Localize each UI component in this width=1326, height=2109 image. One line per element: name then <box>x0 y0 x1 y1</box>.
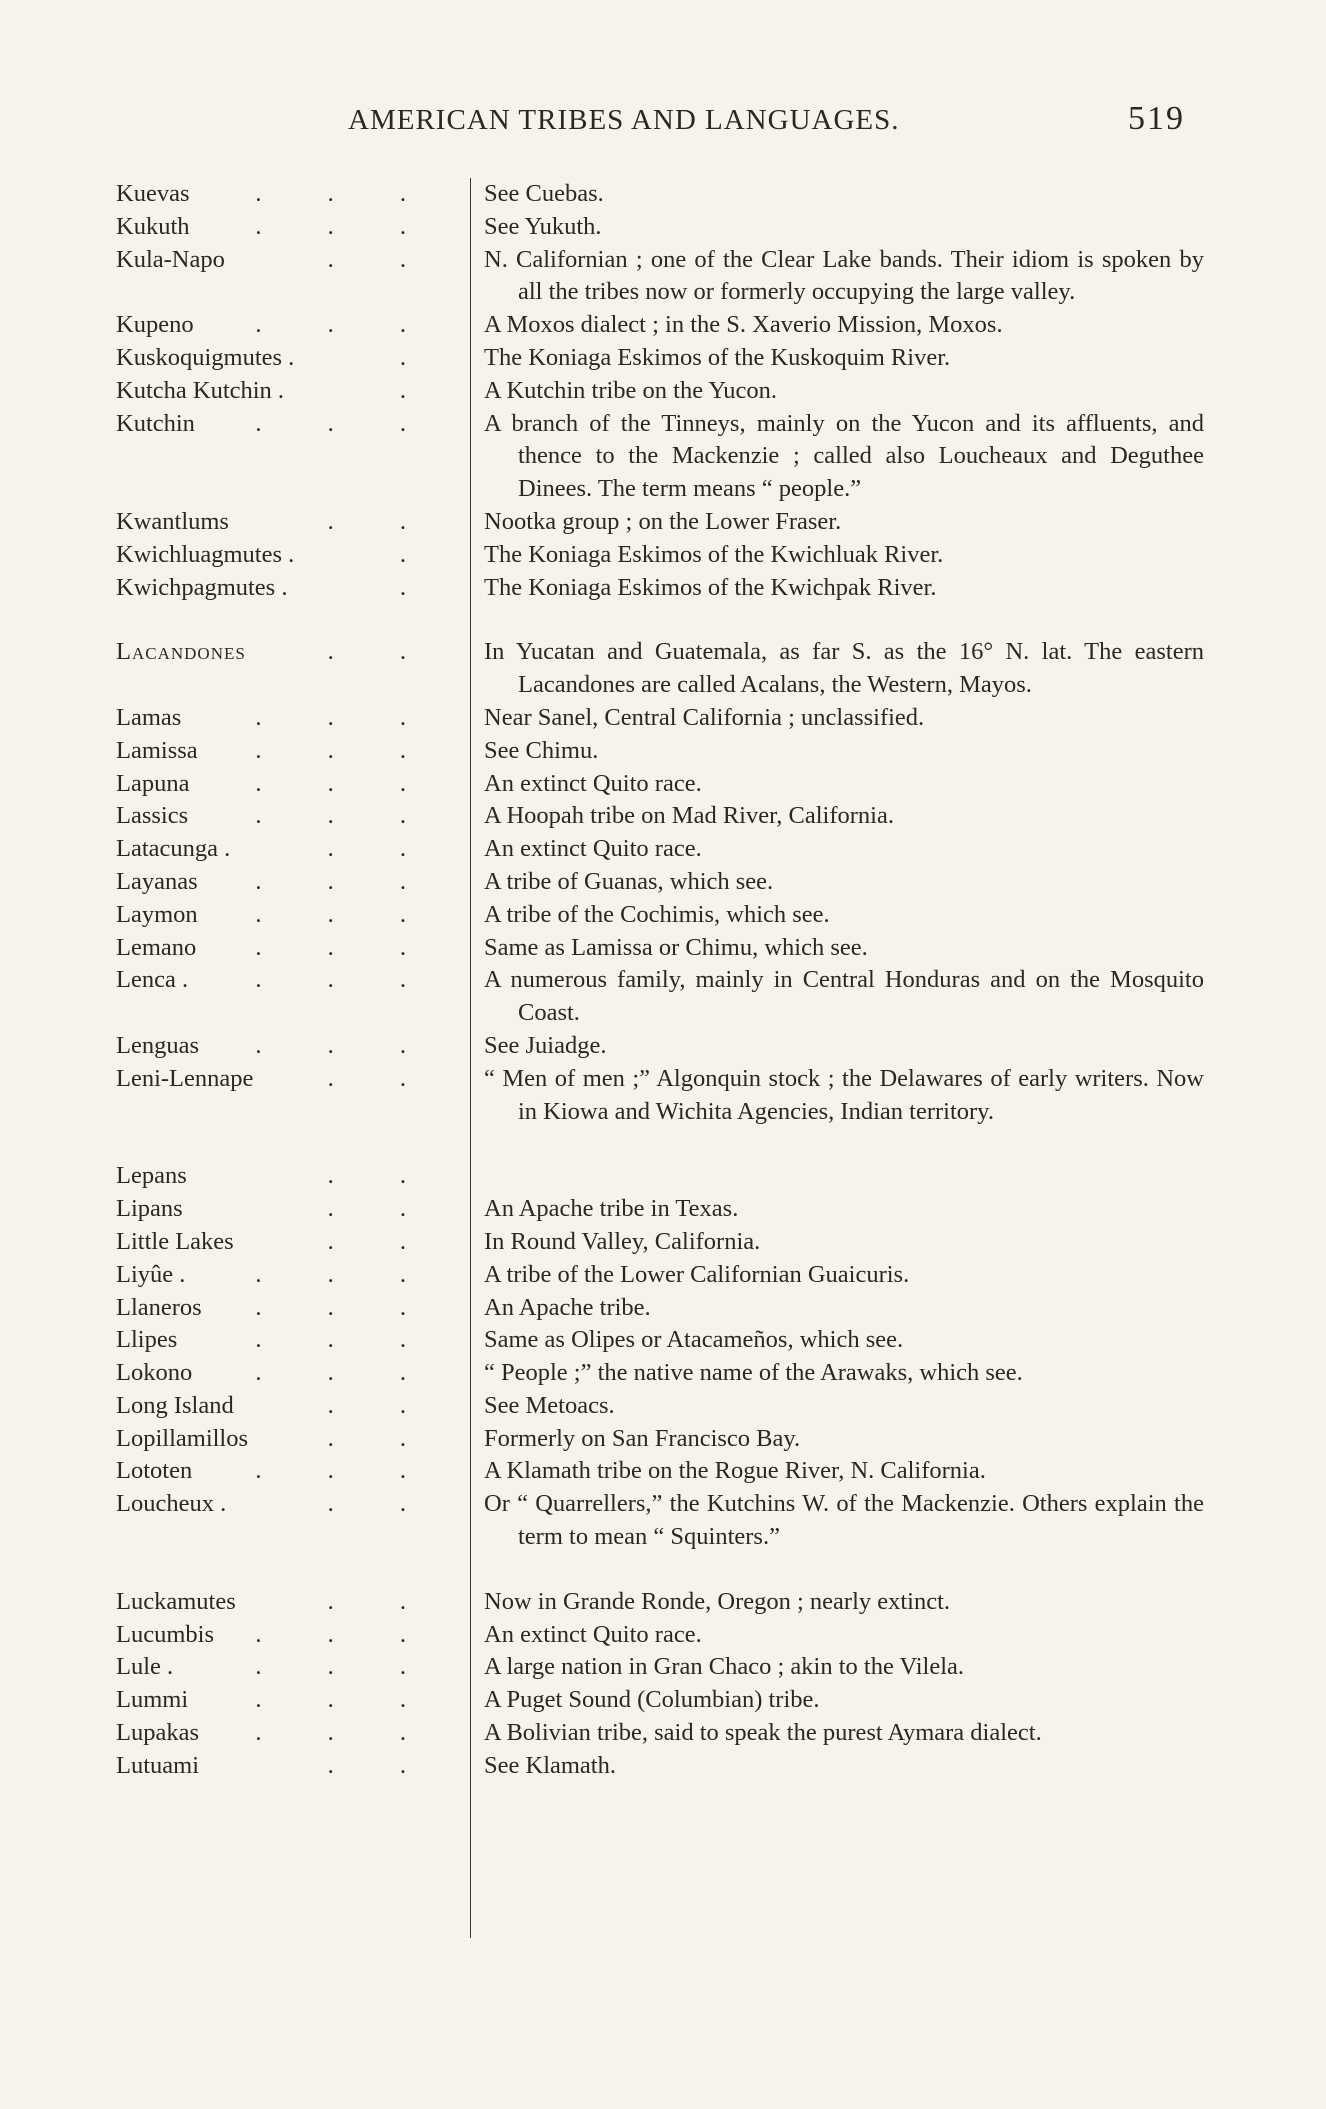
entry-lamissa <box>116 735 1216 768</box>
entry-description: In Yucatan and Guatemala, as far S. as the 16° N. lat. The eastern Lacandones are called Acalans, the Western, Mayos. <box>484 638 1204 699</box>
entry-description: N. Californian ; one of the Clear Lake bands. Their idiom is spoken by all the tribes now or formerly occupying the large valley. <box>484 245 1204 306</box>
leader-dots: . . . <box>255 1359 436 1387</box>
entry-description: Same as Olipes or Atacameños, which see. <box>484 1326 904 1354</box>
leader-dots: . . . <box>255 409 436 437</box>
entry-lamas <box>116 702 1216 735</box>
entry-kutchin <box>116 408 1216 506</box>
entry-name: Kwantlums <box>116 507 229 535</box>
leader-dots: . . <box>327 638 436 666</box>
entry-name: Luckamutes <box>116 1587 236 1615</box>
leader-dots: . . . <box>255 1293 436 1321</box>
entry-name: Lapuna <box>116 769 190 797</box>
leader-dots: . . . <box>255 736 436 764</box>
entry-name: Llaneros <box>116 1293 202 1321</box>
leader-dots: . <box>399 343 436 371</box>
entry-name: Lupakas <box>116 1719 199 1747</box>
leader-dots: . . . <box>255 802 436 830</box>
entry-name: Latacunga . <box>116 835 231 863</box>
leader-dots: . . . <box>255 1457 436 1485</box>
entry-lule <box>116 1651 1216 1684</box>
entry-lacandones <box>116 636 1216 702</box>
entry-kwichpagmutes <box>116 572 1216 605</box>
entry-description: An extinct Quito race. <box>484 835 702 863</box>
entry-name: Lototen <box>116 1457 193 1485</box>
leader-dots: . . <box>327 1490 436 1518</box>
leader-dots: . . . <box>255 311 436 339</box>
entry-name: Kutcha Kutchin . <box>116 376 285 404</box>
entry-kwichluagmutes <box>116 539 1216 572</box>
entry-kwantlums <box>116 506 1216 539</box>
entry-long-island <box>116 1390 1216 1423</box>
entry-kula-napo <box>116 244 1216 310</box>
entry-name: Little Lakes <box>116 1227 234 1255</box>
entry-name: Lamas <box>116 703 182 731</box>
leader-dots: . . . <box>255 1326 436 1354</box>
entry-description: Same as Lamissa or Chimu, which see. <box>484 933 868 961</box>
entry-lototen <box>116 1455 1216 1488</box>
entry-layanas <box>116 866 1216 899</box>
entry-lokono <box>116 1357 1216 1390</box>
entry-lenguas <box>116 1030 1216 1063</box>
entry-description: A tribe of the Lower Californian Guaicuris. <box>484 1260 910 1288</box>
leader-dots: . <box>399 540 436 568</box>
leader-dots: . . . <box>255 900 436 928</box>
entry-description: A tribe of the Cochimis, which see. <box>484 900 830 928</box>
leader-dots: . . . <box>255 769 436 797</box>
entry-description: A branch of the Tinneys, mainly on the Yucon and its affluents, and thence to the Mackenzie ; called also Loucheaux and Deguthee Dinees. The term means “ people.” <box>484 409 1204 503</box>
entry-description: The Koniaga Eskimos of the Kwichpak River. <box>484 573 937 601</box>
entry-description: See Yukuth. <box>484 212 602 240</box>
entry-description: Now in Grande Ronde, Oregon ; nearly extinct. <box>484 1587 951 1615</box>
entry-description: An extinct Quito race. <box>484 1620 702 1648</box>
leader-dots: . . . <box>255 212 436 240</box>
entry-name: Lemano <box>116 933 197 961</box>
entry-llaneros <box>116 1292 1216 1325</box>
leader-dots: . <box>399 376 436 404</box>
entry-name: Kupeno <box>116 311 194 339</box>
leader-dots: . . . <box>255 933 436 961</box>
entry-name: Lokono <box>116 1359 193 1387</box>
entry-name: Kuskoquigmutes . <box>116 343 295 371</box>
entry-kuskoquigmutes <box>116 342 1216 375</box>
entry-leni-lennape <box>116 1063 1216 1129</box>
entry-description: An Apache tribe. <box>484 1293 651 1321</box>
entry-luckamutes <box>116 1586 1216 1619</box>
entry-lenca <box>116 964 1216 1030</box>
entry-liyue <box>116 1259 1216 1292</box>
page-number: 519 <box>1128 100 1185 137</box>
leader-dots: . . <box>327 1162 436 1190</box>
entry-laymon <box>116 899 1216 932</box>
leader-dots: . . . <box>255 1620 436 1648</box>
entry-lucumbis <box>116 1619 1216 1652</box>
entry-name: Lamissa <box>116 736 198 764</box>
entry-description: Formerly on San Francisco Bay. <box>484 1424 801 1452</box>
entry-lipans <box>116 1193 1216 1226</box>
leader-dots: . . <box>327 1391 436 1419</box>
entry-name: Kutchin <box>116 409 195 437</box>
leader-dots: . . <box>327 1227 436 1255</box>
leader-dots: . . <box>327 1751 436 1779</box>
entry-name: Lenca . <box>116 966 189 994</box>
entry-kukuth <box>116 211 1216 244</box>
entry-name: Lutuami <box>116 1751 200 1779</box>
entry-name: Laymon <box>116 900 198 928</box>
entry-latacunga <box>116 833 1216 866</box>
entry-description: A Bolivian tribe, said to speak the purest Aymara dialect. <box>484 1719 1042 1747</box>
entry-name: Lule . <box>116 1653 174 1681</box>
entry-description: Near Sanel, Central California ; unclassified. <box>484 703 925 731</box>
leader-dots: . . <box>327 1587 436 1615</box>
entry-description: An extinct Quito race. <box>484 769 702 797</box>
entry-list <box>116 178 1216 1783</box>
entry-description: A Puget Sound (Columbian) tribe. <box>484 1686 820 1714</box>
entry-lutuami <box>116 1750 1216 1783</box>
leader-dots: . <box>399 573 436 601</box>
entry-name: Loucheux . <box>116 1490 227 1518</box>
entry-kutcha-kutchin <box>116 375 1216 408</box>
entry-description: A Klamath tribe on the Rogue River, N. California. <box>484 1457 986 1485</box>
leader-dots: . . <box>327 245 436 273</box>
entry-lummi <box>116 1684 1216 1717</box>
entry-description: A tribe of Guanas, which see. <box>484 867 774 895</box>
entry-lopillamillos <box>116 1423 1216 1456</box>
entry-little-lakes <box>116 1226 1216 1259</box>
entry-description: See Cuebas. <box>484 180 604 207</box>
entry-description: “ People ;” the native name of the Arawaks, which see. <box>484 1359 1023 1387</box>
entry-lassics <box>116 800 1216 833</box>
entry-name: Kula-Napo <box>116 245 225 273</box>
entry-description: “ Men of men ;” Algonquin stock ; the Delawares of early writers. Now in Kiowa and Wichita Agencies, Indian territory. <box>484 1064 1204 1125</box>
leader-dots: . . . <box>255 1686 436 1714</box>
entry-name: Layanas <box>116 867 198 895</box>
entry-description: A large nation in Gran Chaco ; akin to the Vilela. <box>484 1653 965 1681</box>
entry-name: Lipans <box>116 1195 183 1223</box>
entry-description: Or “ Quarrellers,” the Kutchins W. of the Mackenzie. Others explain the term to mean “ Squinters.” <box>484 1490 1204 1551</box>
entry-lupakas <box>116 1717 1216 1750</box>
entry-name: Kwichluagmutes . <box>116 540 295 568</box>
entry-description: See Klamath. <box>484 1751 616 1779</box>
leader-dots: . . <box>327 1195 436 1223</box>
entry-loucheux <box>116 1488 1216 1554</box>
entry-llipes <box>116 1324 1216 1357</box>
leader-dots: . . . <box>255 1031 436 1059</box>
leader-dots: . . . <box>255 1653 436 1681</box>
running-title: AMERICAN TRIBES AND LANGUAGES. <box>348 104 900 136</box>
entry-description: See Metoacs. <box>484 1391 615 1419</box>
entry-name: Kukuth <box>116 212 190 240</box>
entry-description: See Chimu. <box>484 736 599 764</box>
leader-dots: . . <box>327 507 436 535</box>
entry-name: Lenguas <box>116 1031 199 1059</box>
entry-name: Lepans <box>116 1162 187 1190</box>
entry-name: Lummi <box>116 1686 189 1714</box>
entry-description: An Apache tribe in Texas. <box>484 1195 739 1223</box>
entry-lemano <box>116 932 1216 965</box>
leader-dots: . . <box>327 835 436 863</box>
entry-description: A Hoopah tribe on Mad River, California. <box>484 802 894 830</box>
entry-description: A Moxos dialect ; in the S. Xaverio Mission, Moxos. <box>484 311 1003 339</box>
leader-dots: . . . <box>255 1719 436 1747</box>
entry-kupeno <box>116 309 1216 342</box>
leader-dots: . . . <box>255 703 436 731</box>
entry-description: See Juiadge. <box>484 1031 607 1059</box>
entry-kuevas <box>116 178 1216 211</box>
entry-name: Kwichpagmutes . <box>116 573 288 601</box>
entry-description: Nootka group ; on the Lower Fraser. <box>484 507 842 535</box>
leader-dots: . . <box>327 1424 436 1452</box>
entry-description: In Round Valley, California. <box>484 1227 761 1255</box>
leader-dots: . . <box>327 1064 436 1092</box>
entry-lapuna <box>116 768 1216 801</box>
leader-dots: . . . <box>255 180 436 207</box>
leader-dots: . . . <box>255 867 436 895</box>
entry-name: Leni-Lennape <box>116 1064 254 1092</box>
entry-lepans <box>116 1160 1216 1193</box>
entry-name: Llipes <box>116 1326 178 1354</box>
entry-name: Long Island <box>116 1391 234 1419</box>
entry-description: The Koniaga Eskimos of the Kuskoquim River. <box>484 343 951 371</box>
entry-description: A numerous family, mainly in Central Honduras and on the Mosquito Coast. <box>484 966 1204 1027</box>
entry-name: Lacandones <box>116 638 246 666</box>
entry-name: Lucumbis <box>116 1620 214 1648</box>
running-head <box>0 100 1326 150</box>
entry-name: Lopillamillos <box>116 1424 249 1452</box>
entry-name: Kuevas <box>116 180 190 207</box>
entry-name: Lassics <box>116 802 189 830</box>
entry-description: The Koniaga Eskimos of the Kwichluak River. <box>484 540 944 568</box>
entry-description: A Kutchin tribe on the Yucon. <box>484 376 778 404</box>
leader-dots: . . . <box>255 1260 436 1288</box>
entry-name: Liyûe . <box>116 1260 186 1288</box>
leader-dots: . . . <box>255 966 436 994</box>
